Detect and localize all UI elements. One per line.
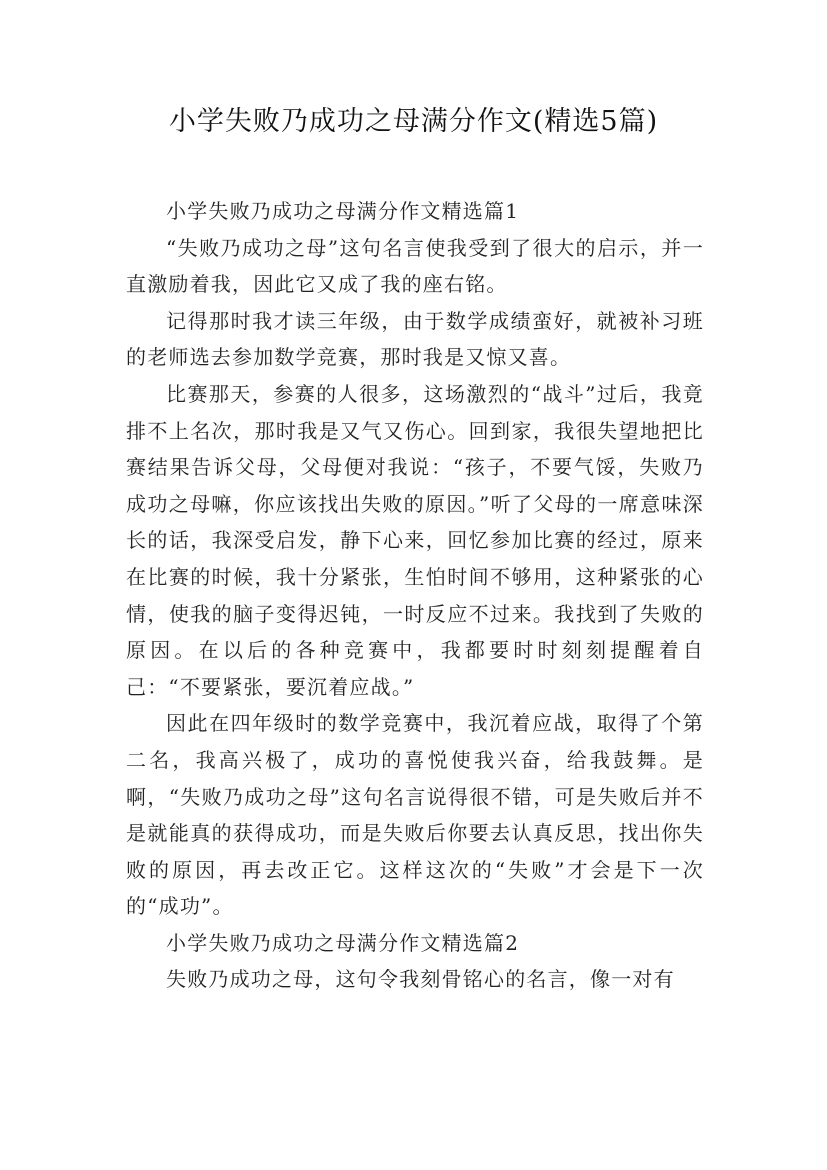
- paragraph: 记得那时我才读三年级，由于数学成绩蛮好，就被补习班的老师选去参加数学竞赛，那时我是又惊又喜。: [126, 308, 704, 370]
- document-title: 小学失败乃成功之母满分作文(精选5篇): [168, 106, 659, 137]
- section-heading-1: 小学失败乃成功之母满分作文精选篇1: [166, 199, 520, 223]
- paragraph: 失败乃成功之母，这句令我刻骨铭心的名言，像一对有: [166, 967, 675, 992]
- paragraph: 因此在四年级时的数学竞赛中，我沉着应战，取得了个第二名，我高兴极了，成功的喜悦使我兴奋，给我鼓舞。是啊，“失败乃成功之母”这句名言说得很不错，可是失败后并不是就能真的获得成功，而是失败后你要去认真反思，找出你失败的原因，再去改正它。这样这次的“失败”才会是下一次的“成功”。: [126, 711, 704, 919]
- document-body: [126, 193, 704, 998]
- section-heading-2: 小学失败乃成功之母满分作文精选篇2: [166, 930, 520, 955]
- paragraph: “失败乃成功之母”这句名言使我受到了很大的启示，并一直激励着我，因此它又成了我的座右铭。: [126, 235, 704, 297]
- paragraph: 比赛那天，参赛的人很多，这场激烈的“战斗”过后，我竟排不上名次，那时我是又气又伤心。回到家，我很失望地把比赛结果告诉父母，父母便对我说：“孩子，不要气馁，失败乃成功之母嘛，你应该找出失败的原因。”听了父母的一席意味深长的话，我深受启发，静下心来，回忆参加比赛的经过，原来在比赛的时候，我十分紧张，生怕时间不够用，这种紧张的心情，使我的脑子变得迟钝，一时反应不过来。我找到了失败的原因。在以后的各种竞赛中，我都要时时刻刻提醒着自己：“不要紧张，要沉着应战。”: [126, 381, 704, 699]
